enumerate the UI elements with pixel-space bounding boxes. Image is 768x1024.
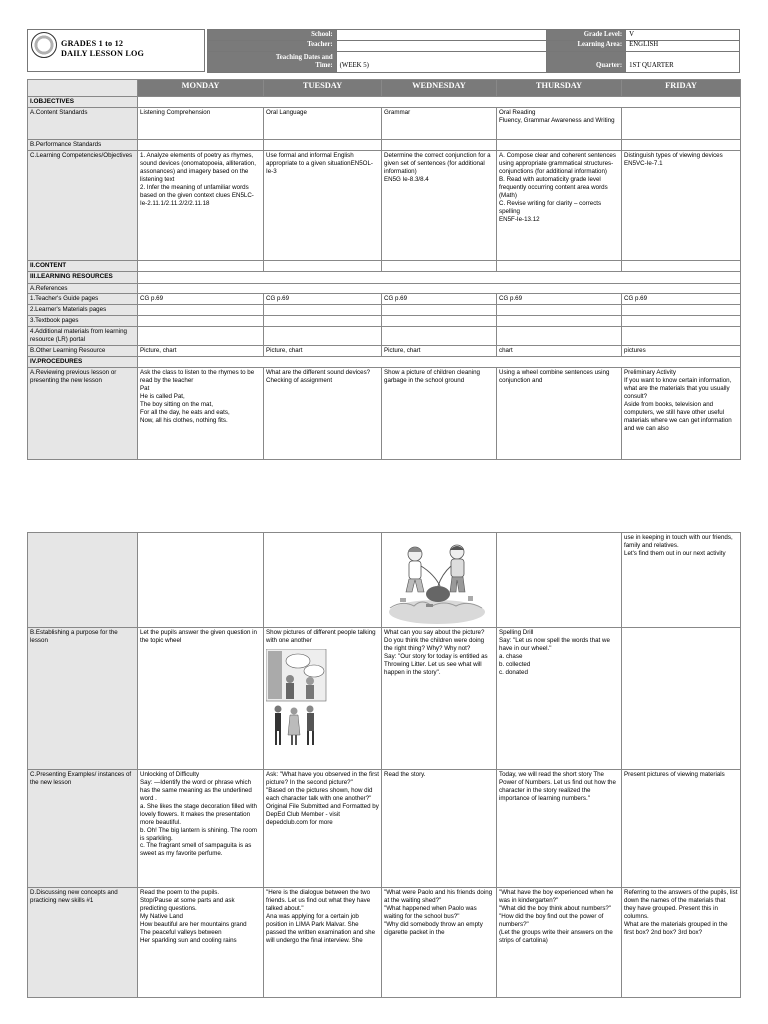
competencies-monday: 1. Analyze elements of poetry as rhymes, sound devices (onomatopoeia, alliteration, assonances) and imagery based on the listening text 2. Infer the meaning of unfamiliar words based on the given context clues EN5LC-Ie-2.11.1/2.11.2/2/2.11.18 [138,151,264,261]
references-row [28,283,741,294]
day-header-wednesday: WEDNESDAY [382,80,497,97]
reviewing-label: A.Reviewing previous lesson or presenting the new lesson [28,368,138,460]
additional-materials-label: 4.Additional materials from learning resource (LR) portal [28,327,138,346]
competencies-friday: Distinguish types of viewing devices EN5VC-Ie-7.1 [622,151,741,261]
textbook-row [28,316,741,327]
teachers-guide-tuesday: CG p.69 [264,294,382,305]
content-standards-wednesday: Grammar [382,108,497,140]
continued-friday: use in keeping in touch with our friends, family and relatives. Let's find them out in our next activity [622,533,741,628]
teachers-guide-monday: CG p.69 [138,294,264,305]
content-standards-label: A.Content Standards [28,108,138,140]
other-resources-thursday: chart [497,346,622,357]
competencies-label: C.Learning Competencies/Objectives [28,151,138,261]
quarter-value: 1ST QUARTER [626,51,740,72]
school-value [336,30,547,41]
teachers-guide-wednesday: CG p.69 [382,294,497,305]
grade-level-value: V [626,30,740,41]
purpose-tuesday-text: Show pictures of different people talking with one another [266,629,376,644]
purpose-friday [622,628,741,770]
content-standards-tuesday: Oral Language [264,108,382,140]
children-litter-illustration-icon [382,534,492,626]
reviewing-thursday: Using a wheel combine sentences using conjunction and [497,368,622,460]
learning-resources-row [28,272,741,283]
day-header-friday: FRIDAY [622,80,741,97]
presenting-tuesday: Ask: "What have you observed in the first picture? In the second picture?" "Based on the pictures shown, how did each character talk with one another?" Original File Submitted and Formatted by DepEd Club Member - visit depedclub.com for more [264,770,382,888]
purpose-monday: Let the pupils answer the given question in the topic wheel [138,628,264,770]
learning-area-value: ENGLISH [626,40,740,51]
teachers-guide-label: 1.Teacher's Guide pages [28,294,138,305]
header-info-grid [207,29,740,73]
lesson-log-table-page-1 [27,79,741,460]
presenting-friday: Present pictures of viewing materials [622,770,741,888]
day-header-blank [28,80,138,97]
purpose-thursday: Spelling Drill Say: "Let us now spell the words that we have in our wheel." a. chase b. collected c. donated [497,628,622,770]
competencies-tuesday: Use formal and informal English appropriate to a given situationEN5OL-Ie-3 [264,151,382,261]
lesson-log-header [27,29,740,72]
purpose-row [28,628,741,770]
performance-standards-label: B.Performance Standards [28,140,138,151]
other-resources-wednesday: Picture, chart [382,346,497,357]
school-label: School: [208,30,337,41]
procedures-section-label: IV.PROCEDURES [28,357,138,368]
other-resources-tuesday: Picture, chart [264,346,382,357]
objectives-row [28,97,741,108]
teachers-guide-thursday: CG p.69 [497,294,622,305]
teachers-guide-row [28,294,741,305]
day-header-tuesday: TUESDAY [264,80,382,97]
content-standards-monday: Listening Comprehension [138,108,264,140]
presenting-label: C.Presenting Examples/ instances of the new lesson [28,770,138,888]
learners-materials-row [28,305,741,316]
learning-resources-section-label: III.LEARNING RESOURCES [28,272,138,283]
content-standards-row [28,108,741,140]
competencies-thursday: A. Compose clear and coherent sentences using appropriate grammatical structures-conjunctions (for additional information) B. Read with automaticity grade level frequently occurring content area words (Math) C. Revise writing for clarity – corrects spelling EN5F-Ie-13.12 [497,151,622,261]
teacher-label: Teacher: [208,40,337,51]
deped-seal-icon [31,32,57,58]
content-section-label: II.CONTENT [28,261,138,272]
content-standards-thursday: Oral Reading Fluency, Grammar Awareness and Writing [497,108,622,140]
quarter-label: Quarter: [547,51,626,72]
children-cleaning-picture [382,533,497,628]
other-resources-label: B.Other Learning Resource [28,346,138,357]
purpose-tuesday [264,628,382,770]
document-title: GRADES 1 to 12 DAILY LESSON LOG [61,39,145,59]
purpose-label: B.Establishing a purpose for the lesson [28,628,138,770]
discussing-friday: Referring to the answers of the pupils, list down the names of the materials that they have grouped. Present this in columns. What are the materials grouped in the first box? 2nd box? 3rd box? [622,888,741,998]
reviewing-tuesday: What are the different sound devices? Checking of assignment [264,368,382,460]
objectives-blank [138,97,741,108]
teaching-dates-value: (WEEK 5) [336,51,547,72]
other-resources-row [28,346,741,357]
teacher-value [336,40,547,51]
discussing-wednesday: "What were Paolo and his friends doing at the waiting shed?" "What happened when Paolo was waiting for the school bus?" "Why did somebody throw an empty cigarette packet in the [382,888,497,998]
day-header-monday: MONDAY [138,80,264,97]
reviewing-monday: Ask the class to listen to the rhymes to be read by the teacher Pat He is called Pat, The boy sitting on the mat, For all the day, he eats and eats, Now, all his clothes, nothing fits. [138,368,264,460]
objectives-section-label: I.OBJECTIVES [28,97,138,108]
lesson-log-table-page-2 [27,532,741,998]
discussing-tuesday: "Here is the dialogue between the two friends. Let us find out what they have talked about." Ana was applying for a certain job position in LIMA Park Malvar. She passed the written examination and she will undergo the final interview. She [264,888,382,998]
other-resources-friday: pictures [622,346,741,357]
grade-level-label: Grade Level: [547,30,626,41]
competencies-wednesday: Determine the correct conjunction for a given set of sentences (for additional information) EN5G Ie-8.3/8.4 [382,151,497,261]
textbook-label: 3.Textbook pages [28,316,138,327]
people-talking-illustration-icon [266,649,328,749]
discussing-monday: Read the poem to the pupils. Stop/Pause at some parts and ask predicting questions. My Native Land How beautiful are her mountains grand The peaceful valleys between Her sparkling sun and cooling rains [138,888,264,998]
title-block [27,29,205,72]
teachers-guide-friday: CG p.69 [622,294,741,305]
learners-materials-label: 2.Learner's Materials pages [28,305,138,316]
procedures-row [28,357,741,368]
presenting-thursday: Today, we will read the short story The Power of Numbers. Let us find out how the character in the story realized the importance of learning numbers." [497,770,622,888]
presenting-row [28,770,741,888]
teaching-dates-label: Teaching Dates and Time: [208,51,337,72]
reviewing-wednesday: Show a picture of children cleaning garbage in the school ground [382,368,497,460]
learning-area-label: Learning Area: [547,40,626,51]
discussing-label: D.Discussing new concepts and practicing new skills #1 [28,888,138,998]
day-header-row [28,80,741,97]
continued-row [28,533,741,628]
other-resources-monday: Picture, chart [138,346,264,357]
purpose-wednesday: What can you say about the picture? Do you think the children were doing the right thing? Why? Why not? Say: "Our story for today is entitled as Throwing Litter. Let us see what will happen in the story". [382,628,497,770]
day-header-thursday: THURSDAY [497,80,622,97]
reviewing-friday: Preliminary Activity If you want to know certain information, what are the materials that you usually consult? Aside from books, television and computers, we still have other useful materials where we can get information and we can also [622,368,741,460]
references-label: A.References [28,283,138,294]
content-standards-friday [622,108,741,140]
additional-materials-row [28,327,741,346]
discussing-thursday: "What have the boy experienced when he was in kindergarten?" "What did the boy think about numbers?" "How did the boy find out the power of numbers?" (Let the groups write their answers on the strips of cartolina) [497,888,622,998]
content-row [28,261,741,272]
performance-standards-row [28,140,741,151]
competencies-row [28,151,741,261]
presenting-wednesday: Read the story. [382,770,497,888]
reviewing-row [28,368,741,460]
presenting-monday: Unlocking of Difficulty Say: —Identify the word or phrase which has the same meaning as the underlined word . a. She likes the stage decoration filled with lovely flowers. It makes the presentation more beautiful. b. Oh! The big lantern is shining. The room is sparkling. c. The fragrant smell of sampaguita is as sweet as my favorite perfume. [138,770,264,888]
discussing-row [28,888,741,998]
